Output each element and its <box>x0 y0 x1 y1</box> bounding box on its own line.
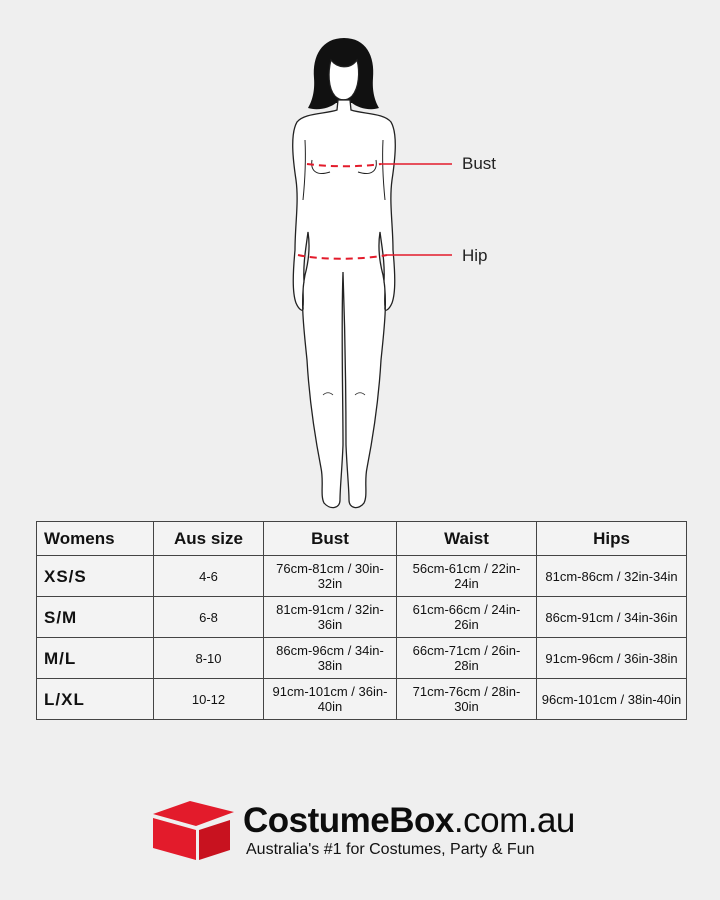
bust-cell: 76cm-81cm / 30in-32in <box>264 556 397 597</box>
box-side-shape <box>199 820 230 860</box>
hips-cell: 81cm-86cm / 32in-34in <box>537 556 687 597</box>
waist-cell: 66cm-71cm / 26in-28in <box>397 638 537 679</box>
waist-cell: 56cm-61cm / 22in-24in <box>397 556 537 597</box>
header-hips: Hips <box>537 522 687 556</box>
size-cell: XS/S <box>37 556 154 597</box>
waist-cell: 71cm-76cm / 28in-30in <box>397 679 537 720</box>
header-aus-size: Aus size <box>154 522 264 556</box>
table-header-row <box>37 522 687 556</box>
hips-cell: 91cm-96cm / 36in-38in <box>537 638 687 679</box>
bust-cell: 86cm-96cm / 34in-38in <box>264 638 397 679</box>
size-cell: S/M <box>37 597 154 638</box>
table-row <box>37 638 687 679</box>
aus-size-cell: 4-6 <box>154 556 264 597</box>
body-outline <box>293 100 396 508</box>
brand-wordmark <box>243 801 575 841</box>
box-logo-icon <box>150 800 236 862</box>
aus-size-cell: 6-8 <box>154 597 264 638</box>
hips-cell: 96cm-101cm / 38in-40in <box>537 679 687 720</box>
size-cell: M/L <box>37 638 154 679</box>
bust-label: Bust <box>462 154 497 173</box>
size-chart-table <box>36 521 687 720</box>
hip-label: Hip <box>462 246 488 265</box>
brand-domain-text: .com.au <box>453 801 575 840</box>
size-cell: L/XL <box>37 679 154 720</box>
table-row <box>37 597 687 638</box>
aus-size-cell: 8-10 <box>154 638 264 679</box>
bust-cell: 91cm-101cm / 36in-40in <box>264 679 397 720</box>
bust-cell: 81cm-91cm / 32in-36in <box>264 597 397 638</box>
header-womens: Womens <box>37 522 154 556</box>
aus-size-cell: 10-12 <box>154 679 264 720</box>
header-bust: Bust <box>264 522 397 556</box>
box-front-shape <box>153 818 196 860</box>
table-row <box>37 679 687 720</box>
waist-cell: 61cm-66cm / 24in-26in <box>397 597 537 638</box>
table-row <box>37 556 687 597</box>
brand-tagline: Australia's #1 for Costumes, Party & Fun <box>246 841 535 858</box>
brand-name-text: CostumeBox <box>243 801 454 840</box>
header-waist: Waist <box>397 522 537 556</box>
hips-cell: 86cm-91cm / 34in-36in <box>537 597 687 638</box>
